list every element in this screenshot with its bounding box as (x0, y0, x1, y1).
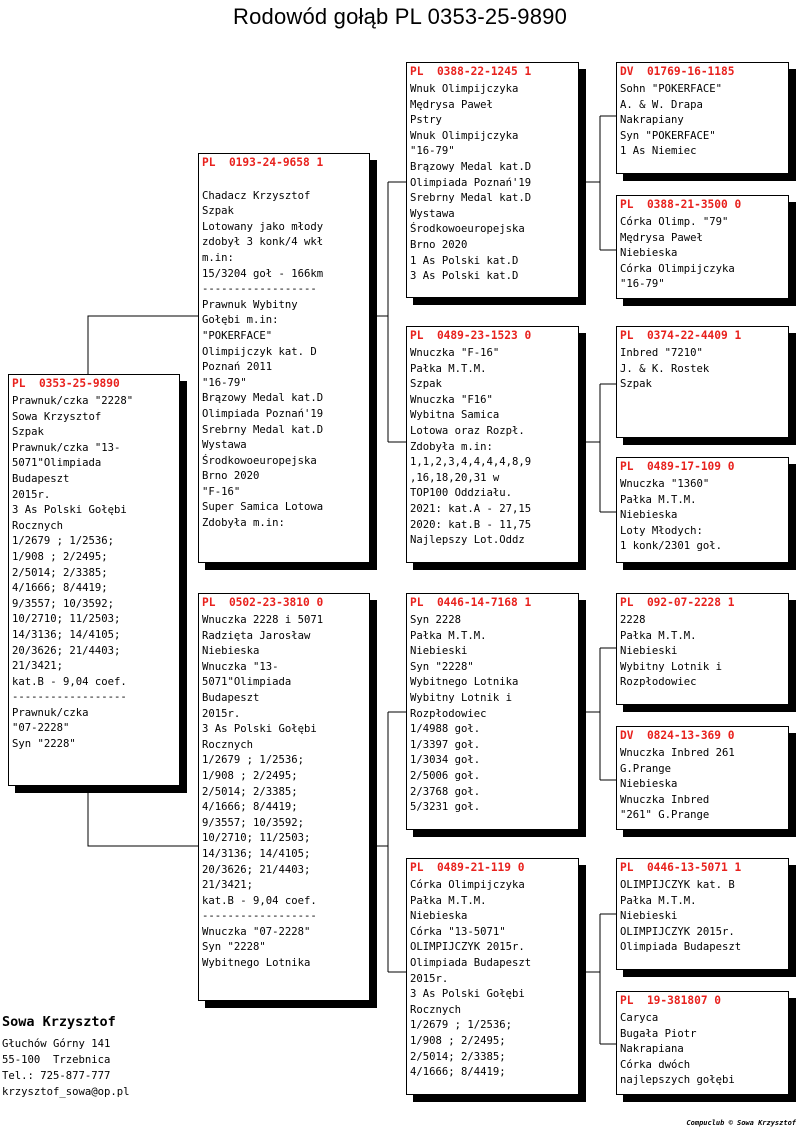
description-line: 5071"Olimpiada (12, 457, 102, 470)
description-line: Gołębi m.in: (202, 314, 279, 327)
description-line: Córka Olimp. "79" (620, 216, 729, 228)
description-line: Najlepszy Lot.Oddz (410, 534, 525, 547)
description-line: Nakrapiana (620, 1043, 684, 1056)
maternal-grandfather-card (406, 593, 579, 830)
description-line: Szpak (620, 378, 652, 391)
description-line: Lotowany jako młody (202, 220, 324, 233)
description-line: Syn "2228" (202, 941, 266, 954)
description-line: 20/3626; 21/4403; (12, 644, 121, 657)
description-line: Prawnuk Wybitny (202, 298, 298, 311)
owner-info (2, 1012, 182, 1100)
owner-name: Sowa Krzysztof (2, 1014, 116, 1030)
description-line: 1/2679 ; 1/2536; (202, 754, 305, 767)
description-line: Olimpiada Budapeszt (410, 956, 532, 969)
description-line: 15/3204 goł - 166km (202, 267, 324, 280)
description-line: 2/5014; 2/3385; (202, 785, 298, 798)
description-line: Niebieska (410, 910, 468, 923)
description-line: Rocznych (410, 1003, 462, 1016)
ffm-pigeon-card (616, 195, 789, 299)
description-line: 2015r. (202, 707, 241, 720)
description-line: 3 As Polski Gołębi (12, 504, 127, 517)
description-line: OLIMPIJCZYK 2015r. (410, 941, 525, 954)
description-line: 1/3397 goł. (410, 738, 481, 751)
description-line: OLIMPIJCZYK kat. B (620, 879, 735, 891)
description-line: 4/1666; 8/4419; (12, 582, 108, 595)
description-line: Sowa Krzysztof (12, 410, 102, 423)
connector-subject-father (88, 316, 200, 376)
description-line: 2228 (620, 614, 646, 626)
description-line: 1/4988 goł. (410, 723, 481, 736)
description-line: Niebieska (620, 247, 678, 260)
description-line: Wystawa (410, 207, 455, 220)
pigeon-description (620, 746, 785, 824)
father-pigeon-card (198, 153, 370, 563)
description-line: 1/2679 ; 1/2536; (410, 1019, 513, 1032)
description-line: Wnuczka "13- (202, 660, 279, 673)
description-line: ------------------ (12, 691, 127, 704)
description-line: "261" G.Prange (620, 809, 710, 822)
connector-subject-mother (88, 790, 200, 846)
description-line: Brno 2020 (202, 470, 260, 483)
description-line: Wybitnego Lotnika (410, 676, 519, 689)
description-line: Pstry (410, 114, 442, 127)
description-line: Pałka M.T.M. (620, 894, 697, 907)
description-line: Prawnuk/czka "13- (12, 441, 121, 454)
description-line: 21/3421; (202, 879, 254, 892)
mmm-pigeon-card (616, 991, 789, 1095)
description-line: Wnuczka "07-2228" (202, 925, 311, 938)
description-line: TOP100 Oddziału. (410, 487, 513, 500)
description-line: Nakrapiany (620, 114, 684, 127)
fmm-pigeon-card (616, 457, 789, 563)
pigeon-description (410, 82, 575, 285)
description-line: ------------------ (202, 910, 317, 923)
paternal-grandmother-card (406, 326, 579, 563)
description-line: kat.B - 9,04 coef. (202, 894, 317, 907)
description-line: 1 As Polski kat.D (410, 254, 519, 267)
description-line: Srebrny Medal kat.D (410, 192, 532, 205)
description-line: 14/3136; 14/4105; (202, 847, 311, 860)
description-line: Wnuk Olimpijczyka (410, 83, 519, 95)
pigeon-description (620, 878, 785, 956)
owner-email: krzysztof_sowa@op.pl (2, 1086, 130, 1098)
description-line: Niebieska (620, 778, 678, 791)
description-line: "POKERFACE" (202, 329, 273, 342)
description-line: Syn "2228" (410, 660, 474, 673)
description-line: Pałka M.T.M. (620, 629, 697, 642)
pigeon-description (202, 613, 366, 972)
description-line: 1 As Niemiec (620, 145, 697, 158)
ring-number: PL 0388-21-3500 0 (620, 198, 742, 211)
ring-number: PL 19-381807 0 (620, 994, 722, 1007)
description-line: Córka dwóch (620, 1058, 691, 1071)
description-line: 3 As Polski kat.D (410, 270, 519, 283)
pigeon-description (410, 613, 575, 816)
description-line: Niebieski (620, 645, 678, 658)
description-line: Brązowy Medal kat.D (410, 160, 532, 173)
owner-phone: Tel.: 725-877-777 (2, 1070, 111, 1082)
fff-pigeon-card (616, 62, 789, 174)
description-line: 20/3626; 21/4403; (202, 863, 311, 876)
description-line: Olimpiada Poznań'19 (202, 407, 324, 420)
description-line: "16-79" (620, 278, 665, 291)
description-line: Bugała Piotr (620, 1027, 697, 1040)
description-line: Budapeszt (12, 472, 70, 485)
ring-number: PL 0446-14-7168 1 (410, 596, 532, 609)
pigeon-description (620, 82, 785, 160)
description-line: Lotowa oraz Rozpł. (410, 424, 525, 437)
description-line: Wnuczka Inbred 261 (620, 747, 735, 759)
pedigree-title: Rodowód gołąb PL 0353-25-9890 (232, 4, 568, 29)
description-line: 5071"Olimpiada (202, 676, 292, 689)
description-line: Mędrysa Paweł (410, 98, 493, 111)
ring-number: PL 0353-25-9890 (12, 377, 120, 390)
description-line: 1/3034 goł. (410, 754, 481, 767)
description-line: najlepszych gołębi (620, 1074, 735, 1087)
pigeon-description (620, 346, 785, 393)
description-line: Niebieski (620, 910, 678, 923)
description-line: 9/3557; 10/3592; (12, 597, 115, 610)
pigeon-description (202, 173, 366, 532)
description-line: 5/3231 goł. (410, 801, 481, 814)
description-line: Wnuczka Inbred (620, 793, 710, 806)
description-line: 2/3768 goł. (410, 785, 481, 798)
pigeon-description (620, 613, 785, 691)
description-line: 1/2679 ; 1/2536; (12, 535, 115, 548)
description-line: 4/1666; 8/4419; (410, 1066, 506, 1079)
description-line: Pałka M.T.M. (620, 493, 697, 506)
description-line: J. & K. Rostek (620, 362, 710, 375)
description-line: Córka Olimpijczyka (410, 879, 525, 891)
description-line: Szpak (12, 426, 44, 439)
description-line: A. & W. Drapa (620, 98, 703, 111)
description-line: 10/2710; 11/2503; (202, 832, 311, 845)
description-line: 2015r. (410, 972, 449, 985)
description-line: Pałka M.T.M. (410, 629, 487, 642)
pigeon-description (620, 1011, 785, 1089)
ring-number: PL 092-07-2228 1 (620, 596, 735, 609)
description-line: 1/908 ; 2/2495; (12, 550, 108, 563)
description-line: Wnuczka "F-16" (410, 347, 500, 359)
ring-number: DV 01769-16-1185 (620, 65, 735, 78)
pigeon-description (410, 346, 575, 549)
description-line: 4/1666; 8/4419; (202, 801, 298, 814)
description-line: 21/3421; (12, 660, 64, 673)
pigeon-description (620, 215, 785, 293)
description-line: "16-79" (410, 145, 455, 158)
ring-number: DV 0824-13-369 0 (620, 729, 735, 742)
pigeon-description (12, 394, 176, 753)
description-line: Prawnuk/czka "2228" (12, 395, 134, 407)
description-line: "07-2228" (12, 722, 70, 735)
description-line: Caryca (620, 1012, 659, 1024)
description-line: 9/3557; 10/3592; (202, 816, 305, 829)
mff-pigeon-card (616, 593, 789, 705)
description-line: Srebrny Medal kat.D (202, 423, 324, 436)
description-line: Środkowoeuropejska (202, 454, 317, 467)
description-line: Olimpiada Budapeszt (620, 941, 742, 954)
description-line: 2015r. (12, 488, 51, 501)
description-line: Wystawa (202, 439, 247, 452)
description-line: Wybitna Samica (410, 409, 500, 422)
description-line: OLIMPIJCZYK 2015r. (620, 925, 735, 938)
description-line: Zdobyła m.in: (202, 517, 285, 530)
pigeon-description (410, 878, 575, 1081)
ring-number: PL 0193-24-9658 1 (202, 156, 324, 169)
description-line: 1 konk/2301 goł. (620, 540, 723, 553)
description-line: Córka Olimpijczyka (620, 262, 735, 275)
description-line: Budapeszt (202, 691, 260, 704)
software-credit: Compuclub © Sowa Krzysztof (686, 1119, 796, 1127)
description-line: Poznań 2011 (202, 361, 273, 374)
description-line: Niebieska (202, 645, 260, 658)
ring-number: PL 0489-23-1523 0 (410, 329, 532, 342)
description-line: Radzięta Jarosław (202, 629, 311, 642)
owner-address-city: 55-100 Trzebnica (2, 1054, 111, 1066)
description-line: ------------------ (202, 283, 317, 296)
ring-number: PL 0388-22-1245 1 (410, 65, 532, 78)
description-line: kat.B - 9,04 coef. (12, 675, 127, 688)
fmf-pigeon-card (616, 326, 789, 438)
description-line: Syn 2228 (410, 614, 462, 626)
description-line: 10/2710; 11/2503; (12, 613, 121, 626)
description-line: Rozpłodowiec (410, 707, 487, 720)
description-line: Wybitny Lotnik i (620, 660, 723, 673)
mother-pigeon-card (198, 593, 370, 1001)
description-line: Pałka M.T.M. (410, 894, 487, 907)
description-line: 1/908 ; 2/2495; (202, 769, 298, 782)
description-line: Brno 2020 (410, 238, 468, 251)
description-line: zdobył 3 konk/4 wkł (202, 236, 324, 249)
ring-number: PL 0446-13-5071 1 (620, 861, 742, 874)
description-line: Olimpiada Poznań'19 (410, 176, 532, 189)
ring-number: PL 0374-22-4409 1 (620, 329, 742, 342)
description-line: Syn "POKERFACE" (620, 129, 716, 142)
description-line: 1/908 ; 2/2495; (410, 1034, 506, 1047)
pigeon-description (620, 477, 785, 555)
description-line: 2/5014; 2/3385; (410, 1050, 506, 1063)
description-line: Córka "13-5071" (410, 925, 506, 938)
description-line (202, 173, 366, 189)
description-line: Olimpijczyk kat. D (202, 345, 317, 358)
description-line: Szpak (410, 378, 442, 391)
description-line: Niebieska (620, 509, 678, 522)
description-line: Brązowy Medal kat.D (202, 392, 324, 405)
description-line: Szpak (202, 205, 234, 218)
paternal-grandfather-card (406, 62, 579, 298)
description-line: G.Prange (620, 762, 672, 775)
subject-pigeon-card (8, 374, 180, 786)
description-line: Środkowoeuropejska (410, 223, 525, 236)
ring-number: PL 0502-23-3810 0 (202, 596, 324, 609)
description-line: "F-16" (202, 485, 241, 498)
description-line: Syn "2228" (12, 738, 76, 751)
description-line: "16-79" (202, 376, 247, 389)
ring-number: PL 0489-21-119 0 (410, 861, 525, 874)
description-line: Wnuk Olimpijczyka (410, 129, 519, 142)
description-line: Super Samica Lotowa (202, 501, 324, 514)
description-line: Wnuczka "F16" (410, 393, 493, 406)
description-line: Rozpłodowiec (620, 676, 697, 689)
description-line: ,16,18,20,31 w (410, 471, 500, 484)
description-line: m.in: (202, 251, 234, 264)
mfm-pigeon-card (616, 726, 789, 830)
description-line: Zdobyła m.in: (410, 440, 493, 453)
description-line: Chadacz Krzysztof (202, 189, 311, 202)
description-line: Wybitnego Lotnika (202, 957, 311, 970)
description-line: Inbred "7210" (620, 347, 703, 359)
owner-address-street: Głuchów Górny 141 (2, 1038, 111, 1050)
description-line: Wnuczka 2228 i 5071 (202, 614, 324, 626)
description-line: Sohn "POKERFACE" (620, 83, 723, 95)
description-line: Rocznych (202, 738, 254, 751)
description-line: Wnuczka "1360" (620, 478, 710, 490)
description-line: 2021: kat.A - 27,15 (410, 502, 532, 515)
description-line: 2020: kat.B - 11,75 (410, 518, 532, 531)
description-line: Rocznych (12, 519, 64, 532)
ring-number: PL 0489-17-109 0 (620, 460, 735, 473)
description-line: Prawnuk/czka (12, 706, 89, 719)
description-line: 3 As Polski Gołębi (202, 723, 317, 736)
description-line: 14/3136; 14/4105; (12, 628, 121, 641)
mmf-pigeon-card (616, 858, 789, 970)
description-line: Niebieski (410, 645, 468, 658)
description-line: 2/5014; 2/3385; (12, 566, 108, 579)
description-line: Pałka M.T.M. (410, 362, 487, 375)
description-line: 2/5006 goł. (410, 769, 481, 782)
description-line: 3 As Polski Gołębi (410, 988, 525, 1001)
description-line: 1,1,2,3,4,4,4,4,8,9 (410, 456, 532, 469)
description-line: Wybitny Lotnik i (410, 691, 513, 704)
maternal-grandmother-card (406, 858, 579, 1095)
description-line: Mędrysa Paweł (620, 231, 703, 244)
description-line: Loty Młodych: (620, 524, 703, 537)
